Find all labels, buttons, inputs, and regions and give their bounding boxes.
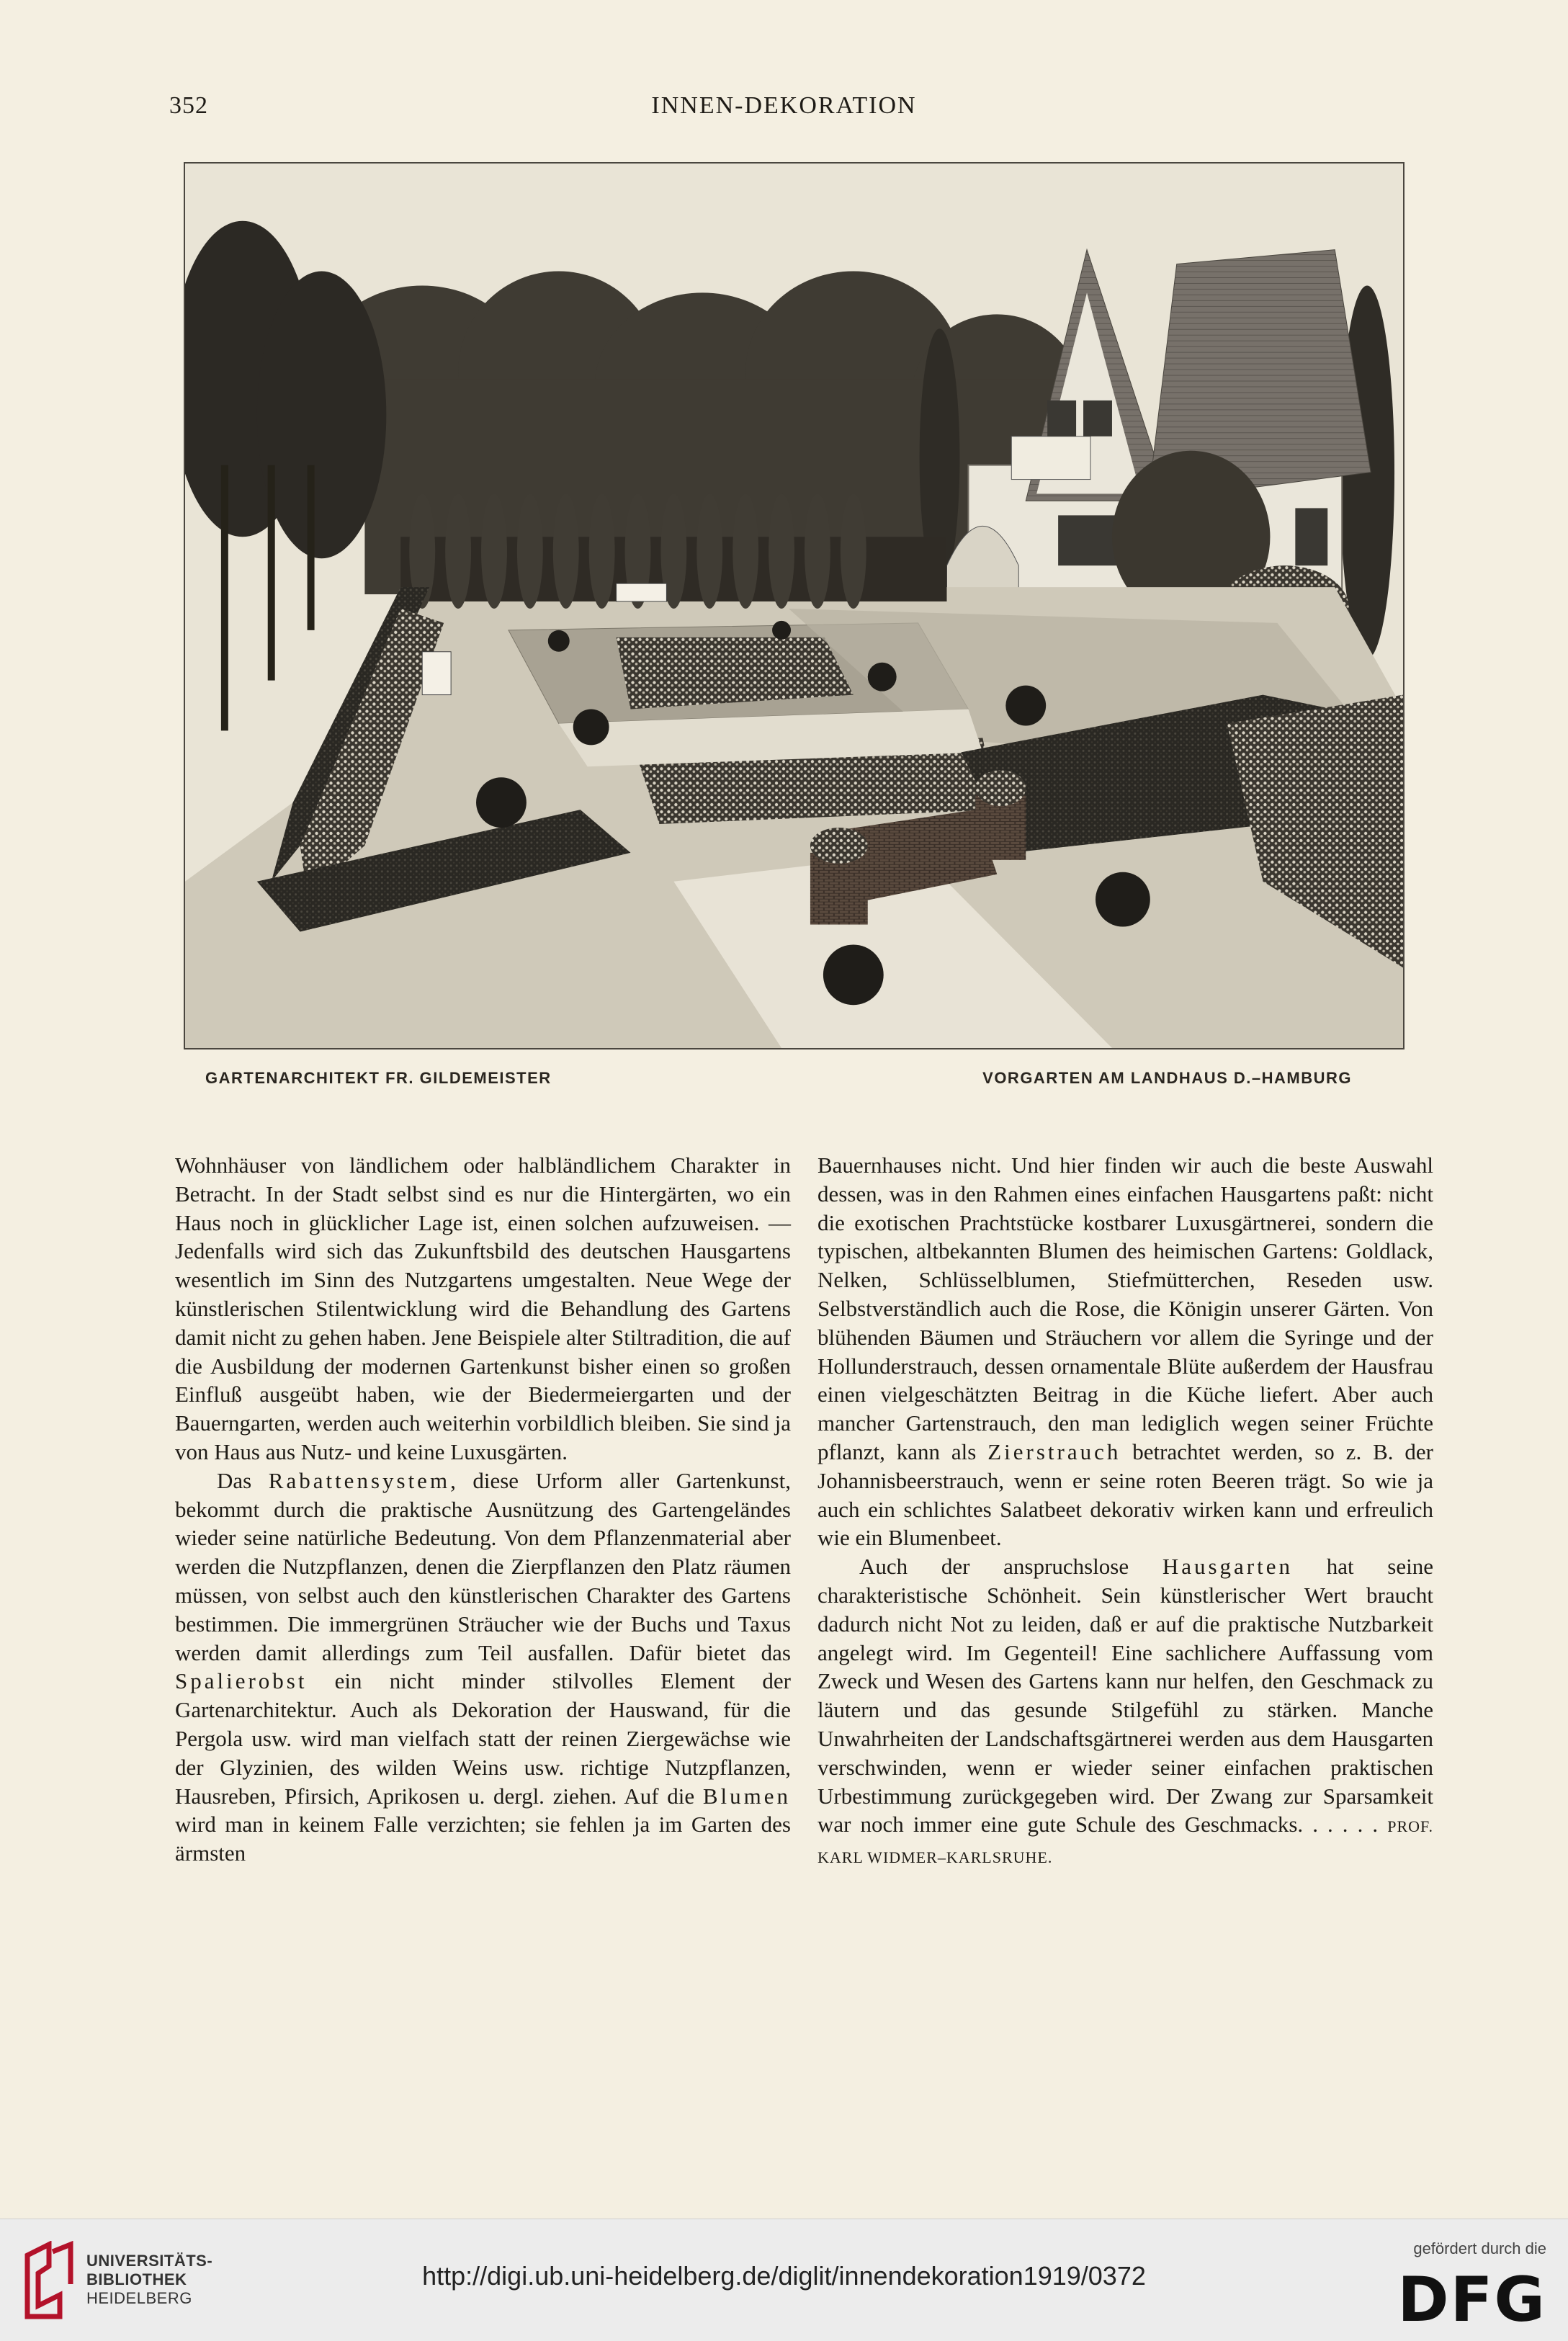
caption-architect: GARTENARCHITEKT FR. GILDEMEISTER xyxy=(205,1069,552,1087)
library-name-line: UNIVERSITÄTS- xyxy=(86,2252,213,2270)
author-signature: PROF. KARL WIDMER–KARLSRUHE. xyxy=(817,1817,1433,1867)
emphasized-term: Zierstrauch xyxy=(987,1438,1121,1464)
running-title: INNEN-DEKORATION xyxy=(651,92,917,119)
text-run: , diese Urform aller Gartenkunst, bekommt durch die praktische Ausnützung des Gartengeländes wieder seine natürliche Bedeutung. Von dem Pflanzenmaterial aber werden die Nutzpflanzen, denen die Zierpflanzen den Platz räumen müssen, von selbst auch den künstlerischen Charakter des Gartens bestimmen. Die immergrünen Sträucher wie der Buchs und Taxus werden damit allerdings zum Teil ausfallen. Dafür bietet das xyxy=(175,1467,791,1665)
caption-title: VORGARTEN AM LANDHAUS D.–HAMBURG xyxy=(982,1069,1352,1087)
text-run: hat seine charakteristische Schönheit. Sein künstlerischer Wert braucht dadurch nicht Not zu leiden, daß er auf die praktische Nutzbarkeit angelegt wird. Im Gegenteil! Eine sachlichere Auffassung vom Zweck und Wesen des Gartens kann nur helfen, den Geschmack zu läutern und das gesunde Stilgefühl zu stärken. Manche Unwahrheiten der Landschaftsgärtnerei werden aus dem Hausgarten verschwinden, wenn er wieder seiner einfachen praktischen Urbestimmung zurückgegeben wird. Der Zwang zur Sparsamkeit war noch immer eine gute Schule des Geschmacks. . . . . . xyxy=(817,1554,1433,1838)
library-name-line: BIBLIOTHEK xyxy=(86,2270,187,2288)
emphasized-term: Blumen xyxy=(702,1783,791,1809)
article-column-right xyxy=(817,1151,1433,1872)
text-run: Bauernhauses nicht. Und hier finden wir auch die beste Auswahl dessen, was in den Rahmen eines einfachen Hausgartens paßt: nicht die exotischen Prachtstücke kostbarer Luxusgärtnerei, sondern die typischen, altbekannten Blumen des heimischen Gartens: Goldlack, Nelken, Schlüsselblumen, Stiefmütterchen, Reseden usw. Selbstverständlich auch die Rose, die Königin unserer Gärten. Von blühenden Bäumen und Sträuchern vor allem die Syringe und der Hollunderstrauch, dessen ornamentale Blüte außerdem der Hausfrau einen vielgeschätzten Beitrag in die Küche liefert. Aber auch mancher Gartenstrauch, den man lediglich wegen seiner Früchte pflanzt, kann als xyxy=(817,1152,1433,1464)
funding-note: gefördert durch die xyxy=(1413,2239,1546,2257)
emphasized-term: Hausgarten xyxy=(1162,1554,1293,1580)
garden-illustration xyxy=(185,164,1403,1048)
text-run: wird man in keinem Falle verzichten; sie fehlen ja im Garten des ärmsten xyxy=(175,1812,791,1866)
text-run: Das xyxy=(217,1467,269,1493)
text-run: betrachtet werden, so z. B. der Johannisbeerstrauch, wenn er seine roten Beeren trägt. So wie ja auch ein schlichtes Salatbeet dekorativ wirken kann und erfreulich wie ein Blumenbeet. xyxy=(817,1438,1433,1551)
paragraph xyxy=(817,1552,1433,1872)
emphasized-term: Rabattensystem xyxy=(268,1467,451,1493)
permalink-url[interactable]: http://digi.ub.uni-heidelberg.de/diglit/innendekoration1919/0372 xyxy=(422,2261,1146,2291)
digitization-footer xyxy=(0,2219,1568,2341)
text-run: ein nicht minder stilvolles Element der Gartenarchitektur. Auch als Dekoration der Hauswand, für die Pergola usw. wird man vielfach statt der reinen Ziergewächse wie der Glyzinien, des wilden Weins usw. richtige Nutzpflanzen, Hausreben, Pfirsich, Aprikosen u. dergl. ziehen. Auf die xyxy=(175,1668,791,1809)
emphasized-term: Spalierobst xyxy=(175,1668,308,1694)
paragraph xyxy=(175,1467,791,1868)
library-name-line: HEIDELBERG xyxy=(86,2289,192,2307)
article-column-left xyxy=(175,1151,791,1868)
text-run: Auch der anspruchslose xyxy=(859,1554,1162,1580)
page-header xyxy=(0,92,1568,128)
paragraph xyxy=(817,1151,1433,1552)
page-number: 352 xyxy=(169,92,208,119)
paragraph: Wohnhäuser von ländlichem oder halbländlichem Charakter in Betracht. In der Stadt selbst sind es nur die Hintergärten, wo ein Haus noch in glücklicher Lage ist, einen solchen aufzuweisen. — Jedenfalls wird sich das Zukunftsbild des deutschen Hausgartens wesentlich im Sinn des Nutzgartens umgestalten. Neue Wege der künstlerischen Stilentwicklung wird die Behandlung des Gartens damit nicht zu gehen haben. Jene Beispiele alter Stiltradition, die auf die Ausbildung der modernen Gartenkunst bisher einen so großen Einfluß ausgeübt haben, wie der Biedermeiergarten und der Bauerngarten, werden auch weiterhin vorbildlich bleiben. Sie sind ja von Haus aus Nutz- und keine Luxusgärten. xyxy=(175,1152,791,1464)
garden-photograph xyxy=(184,162,1405,1049)
dfg-logo: DFG xyxy=(1397,2264,1546,2336)
